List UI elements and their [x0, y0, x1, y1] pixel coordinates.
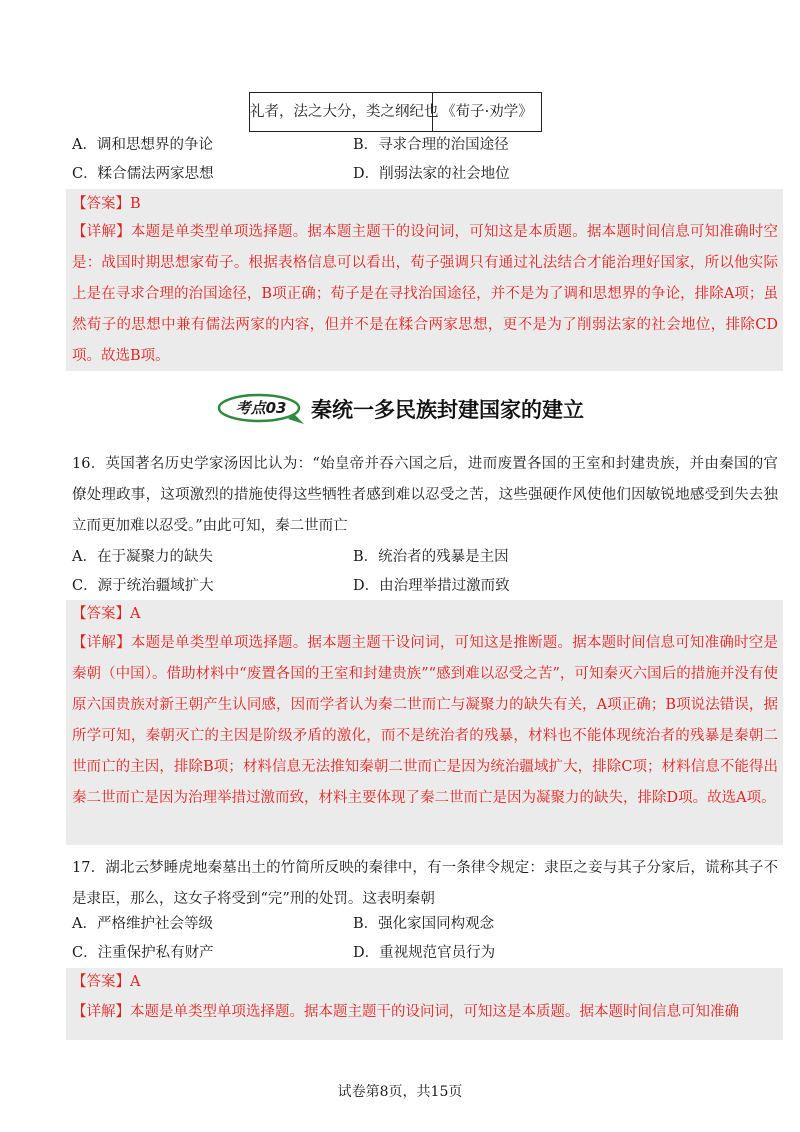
q16-option-c: C．源于统治疆域扩大 [72, 578, 214, 594]
q17-option-a: A．严格维护社会等级 [72, 916, 213, 932]
q15-answer: 【答案】B [72, 196, 141, 212]
section-title: 秦统一多民族封建国家的建立 [311, 398, 584, 422]
q16-option-b: B．统治者的残暴是主因 [353, 549, 509, 565]
q17-answer: 【答案】A [72, 974, 141, 990]
quote-table [249, 92, 542, 132]
q15-option-c: C．糅合儒法两家思想 [72, 166, 214, 182]
q17-option-b: B．强化家国同构观念 [353, 916, 495, 932]
q16-explanation: 【详解】本题是单类型单项选择题。据本题主题干设问词，可知这是推断题。据本题时间信息可知准确时空是秦朝（中国）。借助材料中“废置各国的王室和封建贵族”“感到难以忍受之苦”，可知秦灭六国后的措施并没有使原六国贵族对新王朝产生认同感，因而学者认为秦二世而亡与凝聚力的缺失有关，A项正确；B项说法错误，据所学可知，秦朝灭亡的主因是阶级矛盾的激化，而不是统治者的残暴，材料也不能体现统治者的残暴是秦朝二世而亡的主因，排除B项；材料信息无法推知秦朝二世而亡是因为统治疆域扩大，排除C项；材料信息不能得出秦二世而亡是因为治理举措过激而致，材料主要体现了秦二世而亡是因为凝聚力的缺失，排除D项。故选A项。 [72, 635, 778, 806]
q15-option-d: D．削弱法家的社会地位 [353, 166, 510, 182]
q16-answer: 【答案】A [72, 606, 141, 622]
section-badge-label: 考点03 [235, 399, 287, 417]
q17-stem: 17．湖北云梦睡虎地秦墓出土的竹简所反映的秦律中，有一条律令规定：隶臣之妾与其子分家后，谎称其子不是隶臣，那么，这女子将受到“完”刑的处罚。这表明秦朝 [72, 860, 778, 907]
quote-table-cell: 礼者，法之大分，类之纲纪也 [250, 93, 433, 131]
q17-option-c: C．注重保护私有财产 [72, 945, 214, 961]
q16-option-d: D．由治理举措过激而致 [353, 578, 510, 594]
q17-option-d: D．重视规范官员行为 [353, 945, 496, 961]
q16-option-a: A．在于凝聚力的缺失 [72, 549, 213, 565]
q15-option-b: B．寻求合理的治国途径 [353, 137, 509, 153]
page-footer: 试卷第8页，共15页 [337, 1084, 463, 1100]
q17-explanation: 【详解】本题是单类型单项选择题。据本题主题干的设问词，可知这是本质题。据本题时间信息可知准确 [72, 1004, 739, 1020]
q16-stem: 16．英国著名历史学家汤因比认为：“始皇帝并吞六国之后，进而废置各国的王室和封建贵族，并由秦国的官僚处理政事，这项激烈的措施使得这些牺牲者感到难以忍受之苦，这些强硬作风使他们因敏锐地感受到失去独立而更加难以忍受。”由此可知，秦二世而亡 [72, 456, 778, 534]
quote-table-source-cell: 《荀子·劝学》 [441, 104, 533, 120]
q15-option-a: A．调和思想界的争论 [72, 137, 213, 153]
q15-explanation: 【详解】本题是单类型单项选择题。据本题主题干的设问词，可知这是本质题。据本题时间信息可知准确时空是：战国时期思想家荀子。根据表格信息可以看出，荀子强调只有通过礼法结合才能治理好国家，所以他实际上是在寻求合理的治国途径，B项正确；荀子是在寻找治国途径，并不是为了调和思想界的争论，排除A项；虽然荀子的思想中兼有儒法两家的内容，但并不是在糅合两家思想，更不是为了削弱法家的社会地位，排除CD项。故选B项。 [72, 224, 778, 364]
